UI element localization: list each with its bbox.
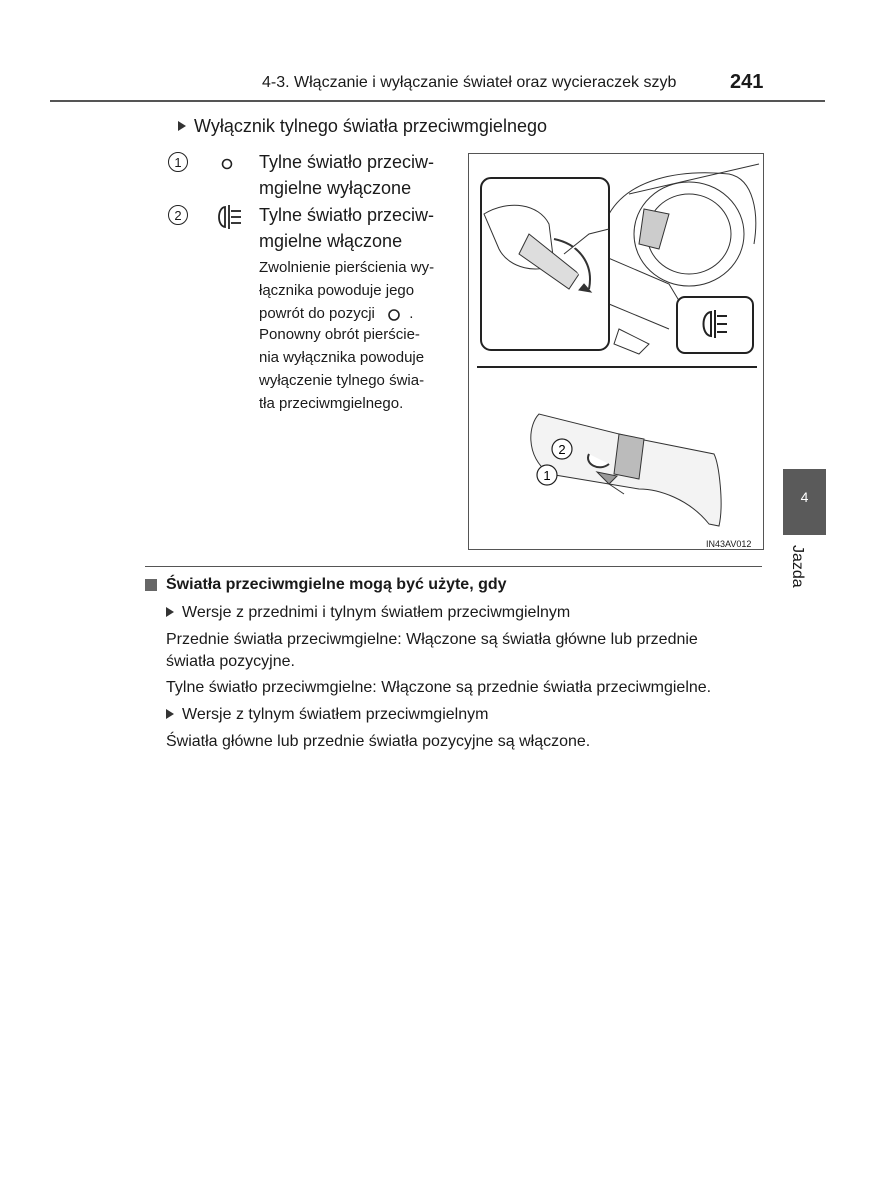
triangle-bullet-icon bbox=[166, 607, 174, 617]
variant-2-condition: Światła główne lub przednie światła pozycyjne są włączone. bbox=[166, 733, 591, 750]
section-title: 4-3. Włączanie i wyłączanie świateł oraz wycieraczek szyb bbox=[262, 74, 677, 91]
conditions-heading: Światła przeciwmgielne mogą być użyte, gdy bbox=[166, 576, 507, 593]
page-number: 241 bbox=[730, 71, 764, 93]
note-release-ring: Zwolnienie pierścienia wy- łącznika powoduje jego powrót do pozycji . bbox=[259, 259, 435, 322]
front-fog-condition: Przednie światła przeciwmgielne: Włączone są światła główne lub przednie światła pozycyjne. bbox=[166, 631, 698, 670]
switch-section-heading: Wyłącznik tylnego światła przeciwmgielnego bbox=[178, 116, 547, 137]
circle-off-icon bbox=[220, 157, 234, 176]
item-2-text: Tylne światło przeciw- mgielne włączone bbox=[259, 205, 435, 251]
square-bullet-icon bbox=[145, 579, 157, 591]
triangle-bullet-icon bbox=[178, 121, 186, 131]
figure-code: IN43AV012 bbox=[706, 539, 752, 549]
figure-label-2: 2 bbox=[558, 442, 566, 457]
figure-label-1: 1 bbox=[543, 468, 551, 483]
chapter-tab: 4 bbox=[783, 469, 826, 535]
header-divider bbox=[50, 100, 825, 102]
triangle-bullet-icon bbox=[166, 709, 174, 719]
item-number-2: 2 bbox=[168, 205, 188, 225]
rear-fog-light-icon bbox=[213, 203, 245, 236]
circle-off-icon bbox=[383, 307, 405, 321]
chapter-label: Jazda bbox=[789, 545, 806, 588]
note-rotate-again: Ponowny obrót pierście- nia wyłącznika powoduje wyłączenie tylnego świa- tła przeciwmgielnego. bbox=[259, 326, 425, 412]
variant-1-heading: Wersje z przednimi i tylnym światłem przeciwmgielnym bbox=[166, 602, 570, 624]
section-divider bbox=[145, 566, 762, 567]
item-number-1: 1 bbox=[168, 152, 188, 172]
variant-2-heading: Wersje z tylnym światłem przeciwmgielnym bbox=[166, 704, 488, 726]
rear-fog-condition: Tylne światło przeciwmgielne: Włączone są przednie światła przeciwmgielne. bbox=[166, 679, 712, 696]
switch-illustration bbox=[468, 153, 764, 550]
item-1-text: Tylne światło przeciw- mgielne wyłączone bbox=[259, 152, 435, 198]
